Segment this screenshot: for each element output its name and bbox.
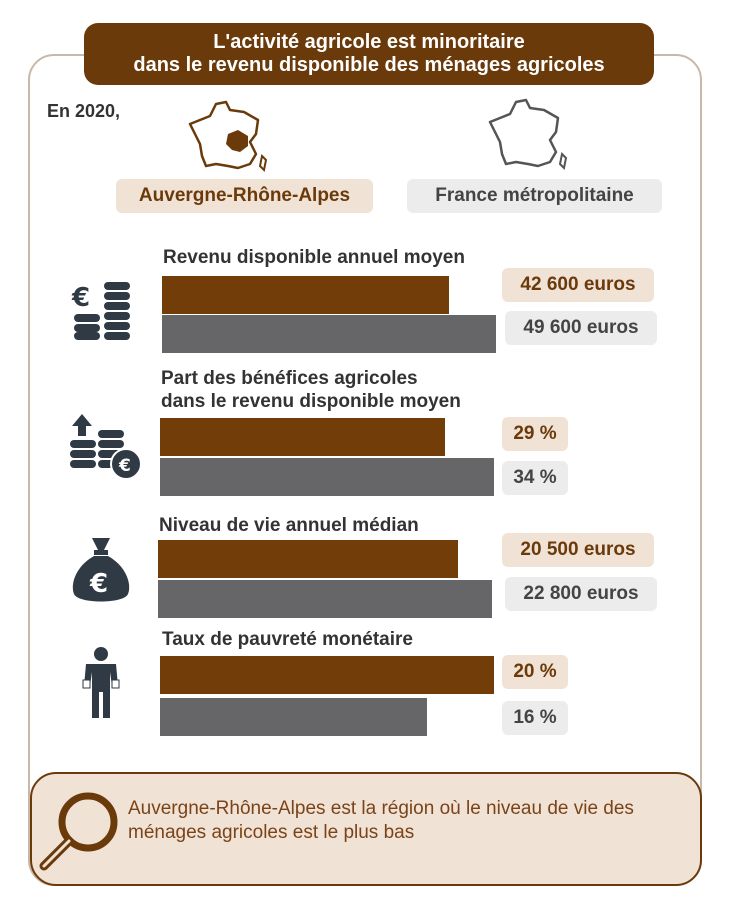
value-label-2-france: 34 % (502, 461, 568, 495)
france-map-region-highlight-icon (188, 100, 270, 176)
magnifier-icon (36, 786, 126, 876)
bar-4-region (160, 656, 494, 694)
poor-person-icon (80, 646, 122, 720)
bar-1-france (162, 315, 496, 353)
value-label-1-region: 42 600 euros (502, 268, 654, 302)
bar-4-france (160, 698, 427, 736)
svg-text:€: € (119, 456, 131, 476)
bar-2-france (160, 458, 494, 496)
value-label-4-region: 20 % (502, 655, 568, 689)
intro-text: En 2020, (47, 101, 121, 121)
bar-2-region (160, 418, 445, 456)
bar-3-region (158, 540, 458, 578)
value-label-3-france: 22 800 euros (505, 577, 657, 611)
panel-label-4: Taux de pauvreté monétaire (162, 629, 413, 650)
value-label-3-region: 20 500 euros (502, 533, 654, 567)
svg-text:€: € (72, 283, 91, 313)
svg-text:€: € (90, 569, 109, 599)
rising-coins-icon (68, 414, 144, 480)
value-label-1-france: 49 600 euros (505, 311, 657, 345)
legend-france: France métropolitaine (407, 179, 662, 213)
panel-label-1: Revenu disponible annuel moyen (163, 247, 465, 268)
title-line-1: L'activité agricole est minoritaire (213, 31, 525, 53)
france-map-icon (488, 98, 570, 174)
value-label-2-region: 29 % (502, 417, 568, 451)
legend-region: Auvergne-Rhône-Alpes (116, 179, 373, 213)
euro-coins-icon (70, 278, 134, 340)
panel-label-3: Niveau de vie annuel médian (159, 515, 419, 536)
title-line-2: dans le revenu disponible des ménages agricoles (133, 54, 605, 76)
infographic-title (84, 23, 654, 85)
money-bag-icon (70, 536, 132, 606)
bar-3-france (158, 580, 492, 618)
bar-1-region (162, 276, 449, 314)
summary-text: Auvergne-Rhône-Alpes est la région où le niveau de vie des ménages agricoles est le plus bas (128, 798, 634, 843)
value-label-4-france: 16 % (502, 701, 568, 735)
panel-label-2: Part des bénéfices agricoles dans le revenu disponible moyen (161, 368, 461, 412)
